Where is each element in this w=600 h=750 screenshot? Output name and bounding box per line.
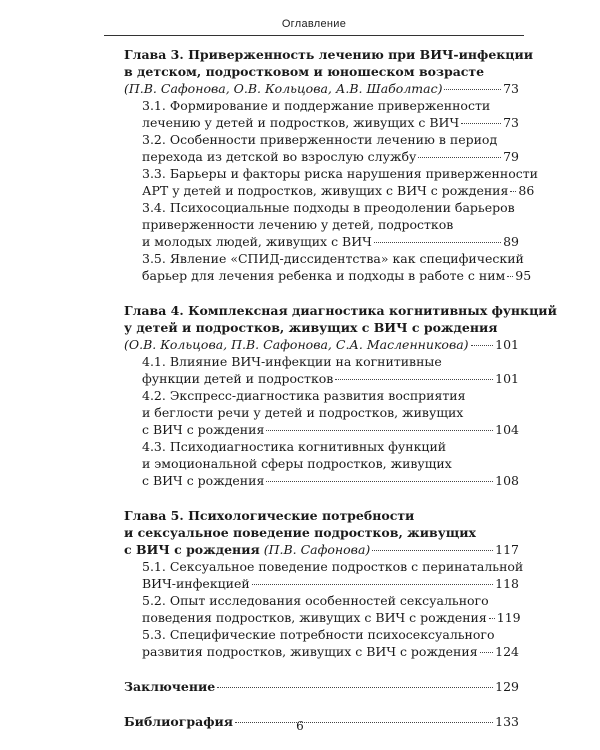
- chapter-3: [124, 46, 538, 284]
- chapter-title[interactable]: в детском, подростковом и юношеском возрасте: [124, 64, 485, 79]
- dot-leader: [372, 550, 493, 551]
- section-entry[interactable]: 4.2. Экспресс-диагностика развития восприятия и беглости речи у детей и подростков, живущих с ВИЧ с рождения 104: [142, 388, 519, 437]
- section-entry[interactable]: 3.4. Психосоциальные подходы в преодолении барьеров приверженности лечению у детей, подростков и молодых людей, живущих с ВИЧ 89: [142, 200, 519, 249]
- dot-leader: [252, 584, 493, 585]
- dot-leader: [266, 481, 493, 482]
- dot-leader: [510, 191, 516, 192]
- page-ref: 73: [503, 81, 519, 96]
- header-rule: [104, 35, 524, 36]
- chapter-authors-entry[interactable]: [124, 80, 519, 97]
- page-ref: 108: [495, 473, 519, 488]
- conclusion-entry[interactable]: [124, 678, 519, 695]
- section-entry[interactable]: 3.2. Особенности приверженности лечению в период перехода из детской во взрослую службу 79: [142, 132, 519, 164]
- chapter-title[interactable]: Глава 3. Приверженность лечению при ВИЧ-инфекции: [124, 47, 534, 62]
- page-ref: 104: [495, 422, 519, 437]
- page-ref: 129: [495, 679, 519, 694]
- running-header: Оглавление: [281, 18, 347, 30]
- page-ref: 86: [518, 183, 535, 198]
- dot-leader: [461, 123, 501, 124]
- chapter-title[interactable]: Глава 5. Психологические потребности: [124, 508, 415, 523]
- page-ref: 73: [503, 115, 519, 130]
- page-ref: 79: [503, 149, 519, 164]
- chapter-authors-entry[interactable]: [124, 336, 519, 353]
- chapter-title: с ВИЧ с рождения: [124, 542, 260, 557]
- dot-leader: [418, 157, 501, 158]
- page-ref: 101: [495, 371, 519, 386]
- dot-leader: [489, 618, 495, 619]
- section-entry[interactable]: 3.5. Явление «СПИД-диссидентства» как специфический барьер для лечения ребенка и подходы в работе с ним 95: [142, 251, 532, 283]
- chapter-authors: (П.В. Сафонова, О.В. Кольцова, А.В. Шаболтас): [124, 81, 443, 96]
- page-ref: 133: [495, 714, 519, 729]
- section-entry[interactable]: 5.3. Специфические потребности психосексуального развития подростков, живущих с ВИЧ с рождения 124: [142, 627, 519, 659]
- dot-leader: [507, 276, 513, 277]
- section-entry[interactable]: 5.2. Опыт исследования особенностей сексуального поведения подростков, живущих с ВИЧ с рождения 119: [142, 593, 521, 625]
- section-entry[interactable]: 3.1. Формирование и поддержание приверженности лечению у детей и подростков, живущих с ВИЧ 73: [142, 98, 519, 130]
- dot-leader: [374, 242, 501, 243]
- dot-leader: [217, 687, 493, 688]
- chapter-authors: (О.В. Кольцова, П.В. Сафонова, С.А. Масленникова): [124, 337, 469, 352]
- chapter-authors-entry[interactable]: [124, 541, 519, 558]
- page-ref: 89: [503, 234, 519, 249]
- dot-leader: [471, 345, 494, 346]
- chapter-4: [124, 302, 557, 489]
- page-ref: 95: [515, 268, 532, 283]
- page-number: 6: [296, 719, 304, 733]
- page-ref: 117: [495, 542, 519, 557]
- chapter-5: [124, 507, 524, 660]
- page-ref: 124: [495, 644, 519, 659]
- bibliography-title: Библиография: [124, 714, 233, 729]
- chapter-title[interactable]: у детей и подростков, живущих с ВИЧ с рождения: [124, 320, 498, 335]
- section-entry[interactable]: 4.1. Влияние ВИЧ-инфекции на когнитивные функции детей и подростков 101: [142, 354, 519, 386]
- page-ref: 101: [495, 337, 519, 352]
- conclusion-title: Заключение: [124, 679, 216, 694]
- chapter-authors: (П.В. Сафонова): [263, 542, 371, 557]
- dot-leader: [480, 652, 494, 653]
- section-entry[interactable]: 3.3. Барьеры и факторы риска нарушения приверженности АРТ у детей и подростков, живущих с ВИЧ с рождения 86: [142, 166, 538, 198]
- dot-leader: [444, 89, 501, 90]
- chapter-title[interactable]: Глава 4. Комплексная диагностика когнитивных функций: [124, 303, 557, 318]
- chapter-title[interactable]: и сексуальное поведение подростков, живущих: [124, 525, 476, 540]
- section-entry[interactable]: 4.3. Психодиагностика когнитивных функций и эмоциональной сферы подростков, живущих с ВИЧ с рождения 108: [142, 439, 519, 488]
- page-ref: 118: [495, 576, 519, 591]
- page-ref: 119: [496, 610, 521, 625]
- dot-leader: [266, 430, 493, 431]
- section-entry[interactable]: 5.1. Сексуальное поведение подростков с перинатальной ВИЧ-инфекцией 118: [142, 559, 524, 591]
- dot-leader: [335, 379, 493, 380]
- table-of-contents: [124, 46, 557, 730]
